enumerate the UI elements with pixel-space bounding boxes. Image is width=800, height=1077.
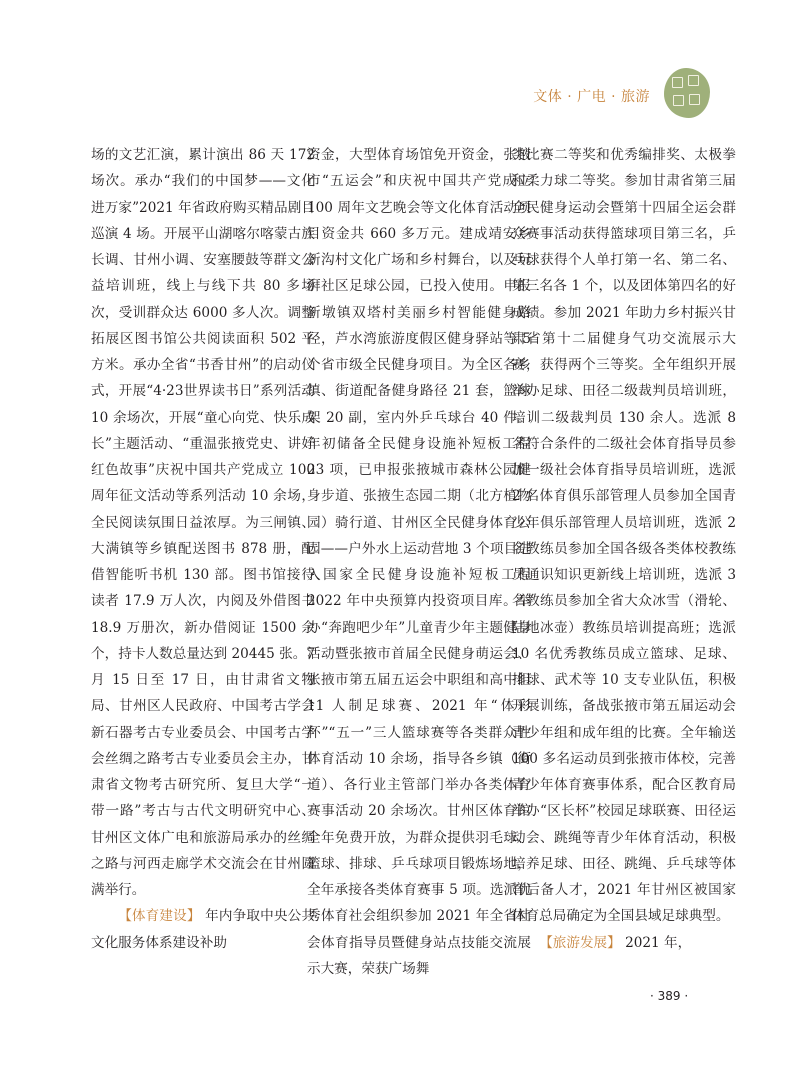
paragraph <box>512 142 736 930</box>
section-heading-sports: 【体育建设】 <box>118 908 201 925</box>
page-header <box>0 0 800 120</box>
paragraph <box>307 142 531 982</box>
seal-mark <box>689 94 700 105</box>
seal-mark <box>673 95 684 106</box>
page-number: · 389 · <box>650 989 689 1003</box>
paragraph-text: 场的文艺汇演，累计演出 86 天 172 场次。承办“我们的中国梦——文化进万家”2021 年省政府购买精品剧目巡演 4 场。开展平山湖喀尔喀蒙古族长调、甘州小调、安塞腰鼓等群文公益培训班，线上与线下共 80 多场次，受训群众达 6000 多人次。调整拓展区图书馆公共阅读面积 502 平方米。承办全省“书香甘州”的启动仪式，开展“4·23世界读书日”系列活动 10 余场次，开展“童心向党、快乐成长”主题活动、“重温张掖党史、讲好红色故事”庆祝中国共产党成立 100 周年征文活动等系列活动 10 余场，全民阅读氛围日益浓厚。为三闸镇、大满镇等乡镇配送图书 878 册，配借智能听书机 130 部。图书馆接待读者 17.9 万人次，内阅及外借图书 18.9 万册次，新办借阅证 1500 余个，持卡人数总量达到 20445 张。7 月 15 日至 17 日，由甘肃省文物局、甘州区人民政府、中国考古学会新石器考古专业委员会、中国考古学会丝绸之路考古专业委员会主办，甘肃省文物考古研究所、复旦大学“一带一路”考古与古代文明研究中心、甘州区文体广电和旅游局承办的丝绸之路与河西走廊学术交流会在甘州圆满举行。 <box>91 147 315 898</box>
seal-mark <box>688 75 699 86</box>
paragraph-text: 资金，大型体育场馆免开资金，张掖市“五运会”和庆祝中国共产党成立 100 周年文艺晚会等文化体育活动项目资金共 660 多万元。建成靖安乡新沟村文化广场和乡村舞台，以及玩湃社区足球公园，已投入使用。申报新墩镇双塔村美丽乡村智能健身路径，芦水湾旅游度假区健身驿站等 5 个省市级全民健身项目。为全区各乡镇、街道配备健身路径 21 套，篮球架 20 副，室内外乒乓球台 40 件。年初储备全民健身设施补短板工程 23 项，已申报张掖城市森林公园健身步道、张掖生态园二期（北方植物园）骑行道、甘州区全民健身体育公园——户外水上运动营地 3 个项目进入国家全民健身设施补短板工程 2022 年中央预算内投资项目库。举办“奔跑吧少年”儿童青少年主题健身活动暨张掖市首届全民健身萌运会、张掖市第五届五运会中职组和高中组 11 人制足球赛、2021 年“体彩杯”“五一”三人篮球赛等各类群众性体育活动 10 余场，指导各乡镇（街道）、各行业主管部门举办各类体育赛事活动 20 余场次。甘州区体育馆全年免费开放，为群众提供羽毛球、篮球、排球、乒乓球项目锻炼场地，全年承接各类体育赛事 5 项。选派优秀体育社会组织参加 2021 年全省社会体育指导员暨健身站点技能交流展示大赛，荣获广场舞 <box>307 147 531 977</box>
paragraph <box>91 903 315 956</box>
seal-mark <box>672 77 683 88</box>
section-heading-tourism: 【旅游发展】 <box>539 934 621 951</box>
text-column-2 <box>307 142 531 982</box>
paragraph <box>91 142 315 903</box>
paragraph <box>512 930 736 956</box>
section-label: 文体 · 广电 · 旅游 <box>533 89 650 105</box>
seal-stamp-icon <box>664 68 710 118</box>
paragraph-text: 2021 年， <box>625 934 692 951</box>
paragraph-text: 类比赛二等奖和优秀编排奖、太极拳和柔力球二等奖。参加甘肃省第三届全民健身运动会暨第十四届全运会群众赛事活动获得篮球项目第三名，乒乓球获得个人单打第一名、第二名、第三名各 1 个，以及团体第四名的好成绩。参加 2021 年助力乡村振兴甘肃省第十二届健身气功交流展示大赛，获得两个三等奖。全年组织开展举办足球、田径二级裁判员培训班，培训二级裁判员 130 余人。选派 8 名符合条件的二级社会体育指导员参加一级社会体育指导员培训班，选派 2 名体育俱乐部管理人员参加全国青少年俱乐部管理人员培训班，选派 2 名教练员参加全国各级各类体校教练员通识知识更新线上培训班，选派 3 名教练员参加全省大众冰雪（滑轮、陆地冰壶）教练员培训提高班；选派 10 名优秀教练员成立篮球、足球、排球、武术等 10 支专业队伍，积极开展训练，备战张掖市第五届运动会青少年组和成年组的比赛。全年输送 100 多名运动员到张掖市体校，完善青少年体育赛事体系，配合区教育局举办“区长杯”校园足球联赛、田径运动会、跳绳等青少年体育活动，积极培养足球、田径、跳绳、乒乓球等体育后备人才，2021 年甘州区被国家体育总局确定为全国县域足球典型。 <box>512 147 736 925</box>
paragraph-text: 年内争取中央公共文化服务体系建设补助 <box>91 908 316 951</box>
text-column-3 <box>512 142 736 956</box>
text-column-1 <box>91 142 315 956</box>
